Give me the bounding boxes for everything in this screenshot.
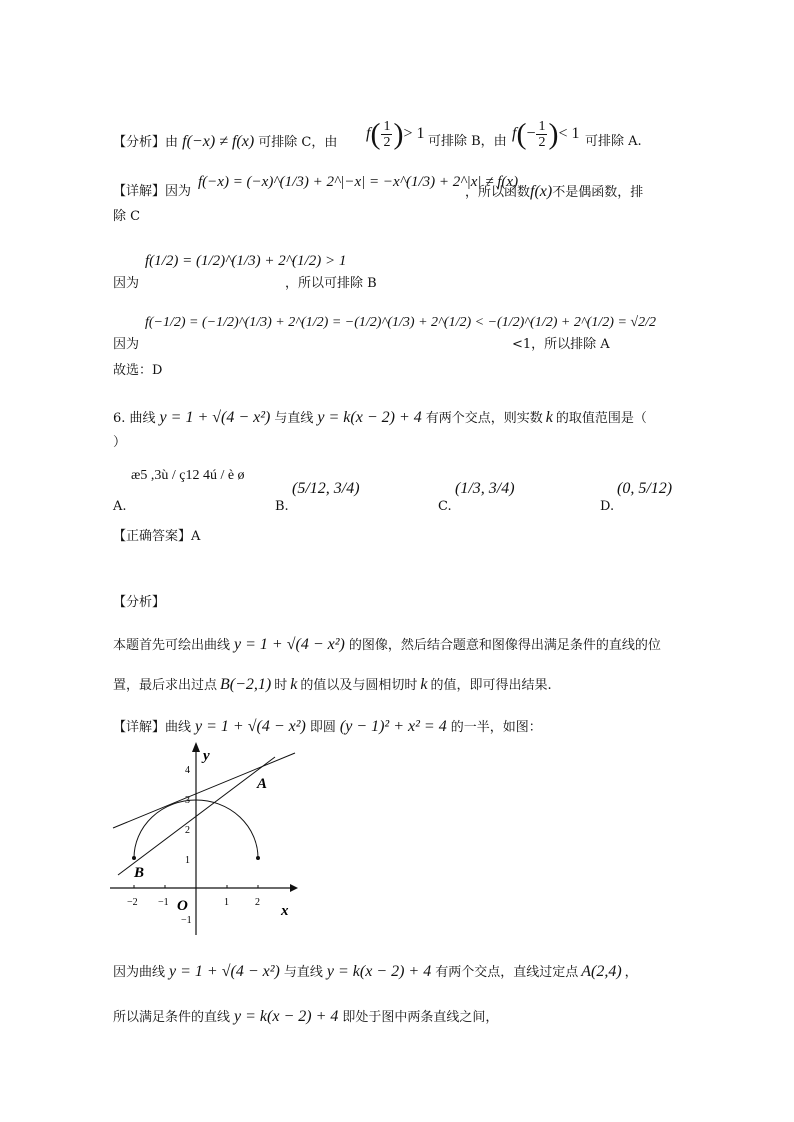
- y-tick-neg1: −1: [181, 915, 192, 926]
- analysis2-heading: 【分析】: [113, 595, 166, 610]
- x-tick-2: 2: [255, 897, 260, 908]
- detail2-line: 【详解】曲线 y = 1 + √(4 − x²) 即圆 (y − 1)² + x² = 4 的一半，如图：: [113, 718, 542, 735]
- analysis-line-1: [113, 133, 337, 152]
- option-a-label: A.: [113, 499, 127, 514]
- detail-text-line2: 除 C: [113, 209, 141, 224]
- semicircle-graph: [110, 740, 310, 940]
- step3-tail: <1，所以排除 A: [512, 337, 610, 352]
- y-axis-label: y: [203, 748, 210, 764]
- line-expression: y = k(x − 2) + 4: [317, 409, 422, 426]
- analysis-text-mid2: 可排除 B，由: [428, 134, 507, 149]
- x-tick-1: 1: [224, 897, 229, 908]
- x-axis-label: x: [281, 903, 289, 919]
- half-expression: f( $\frac{1}{2}$ )> 1: [366, 117, 425, 151]
- point-a-label: A: [257, 776, 268, 792]
- step3-prefix: 因为: [113, 337, 140, 352]
- analysis2-para1: 本题首先可绘出曲线 y = 1 + √(4 − x²) 的图像，然后结合题意和图像得出满足条件的直线的位: [113, 636, 661, 653]
- option-c-label: C.: [438, 499, 452, 514]
- option-a-expression: æ5 ,3ù / ç12 4ú / è ø: [131, 468, 245, 483]
- step2-tail: ，所以可排除 B: [285, 276, 377, 291]
- final-line2: 所以满足条件的直线 y = k(x − 2) + 4 即处于图中两条直线之间，: [113, 1008, 499, 1025]
- detail-label: 【详解】因为: [113, 184, 192, 199]
- analysis-label: 【分析】由: [113, 135, 179, 150]
- origin-label: O: [177, 898, 188, 914]
- choice-text: 故选：D: [113, 363, 163, 378]
- neg-half-expression: f(− $\frac{1}{2}$ )< 1: [512, 117, 580, 151]
- endpoint-dot: [256, 856, 260, 860]
- option-c-expression: (1/3, 3/4): [455, 480, 515, 497]
- curve-expression: y = 1 + √(4 − x²): [159, 409, 271, 426]
- analysis2-para2: 置，最后求出过点 B(−2,1) 时 k 的值以及与圆相切时 k 的值，即可得出结果.: [113, 676, 552, 693]
- correct-answer: 【正确答案】A: [113, 529, 201, 544]
- option-b-label: B.: [275, 499, 289, 514]
- y-tick-3: 3: [185, 795, 190, 806]
- x-tick-neg1: −1: [158, 897, 169, 908]
- option-b-expression: (5/12, 3/4): [292, 480, 360, 497]
- point-b-label: B: [134, 865, 145, 881]
- y-tick-1: 1: [185, 855, 190, 866]
- analysis-text-tail: 可排除 A.: [585, 134, 642, 149]
- step2-prefix: 因为: [113, 276, 140, 291]
- x-tick-neg2: −2: [127, 897, 138, 908]
- y-tick-4: 4: [185, 765, 190, 776]
- point-b-dot: [132, 856, 136, 860]
- y-tick-2: 2: [185, 825, 190, 836]
- option-d-label: D.: [600, 499, 615, 514]
- tangent-line: [113, 753, 295, 828]
- detail-text-mid: ，所以函数f(x)不是偶函数，排: [465, 183, 644, 200]
- option-d-expression: (0, 5/12): [617, 480, 673, 497]
- step3-expression: f(−1/2) = (−1/2)^(1/3) + 2^(1/2) = −(1/2)^(1/3) + 2^(1/2) < −(1/2)^(1/2) + 2^(1/2) = √2/2: [145, 315, 656, 330]
- inequality-expression: f(−x) ≠ f(x): [182, 133, 255, 150]
- q6-close-paren: ）: [113, 435, 127, 450]
- step2-expression: f(1/2) = (1/2)^(1/3) + 2^(1/2) > 1: [145, 253, 347, 269]
- final-line1: 因为曲线 y = 1 + √(4 − x²) 与直线 y = k(x − 2) + 4 有两个交点，直线过定点 A(2,4) ，: [113, 963, 638, 980]
- detail-expression: f(−x) = (−x)^(1/3) + 2^|−x| = −x^(1/3) + 2^|x| ≠ f(x): [198, 174, 519, 190]
- q6-line1: 6. 曲线 y = 1 + √(4 − x²) 与直线 y = k(x − 2) + 4 有两个交点，则实数 k 的取值范围是（: [113, 409, 647, 426]
- analysis-text-mid1: 可排除 C，由: [258, 135, 338, 150]
